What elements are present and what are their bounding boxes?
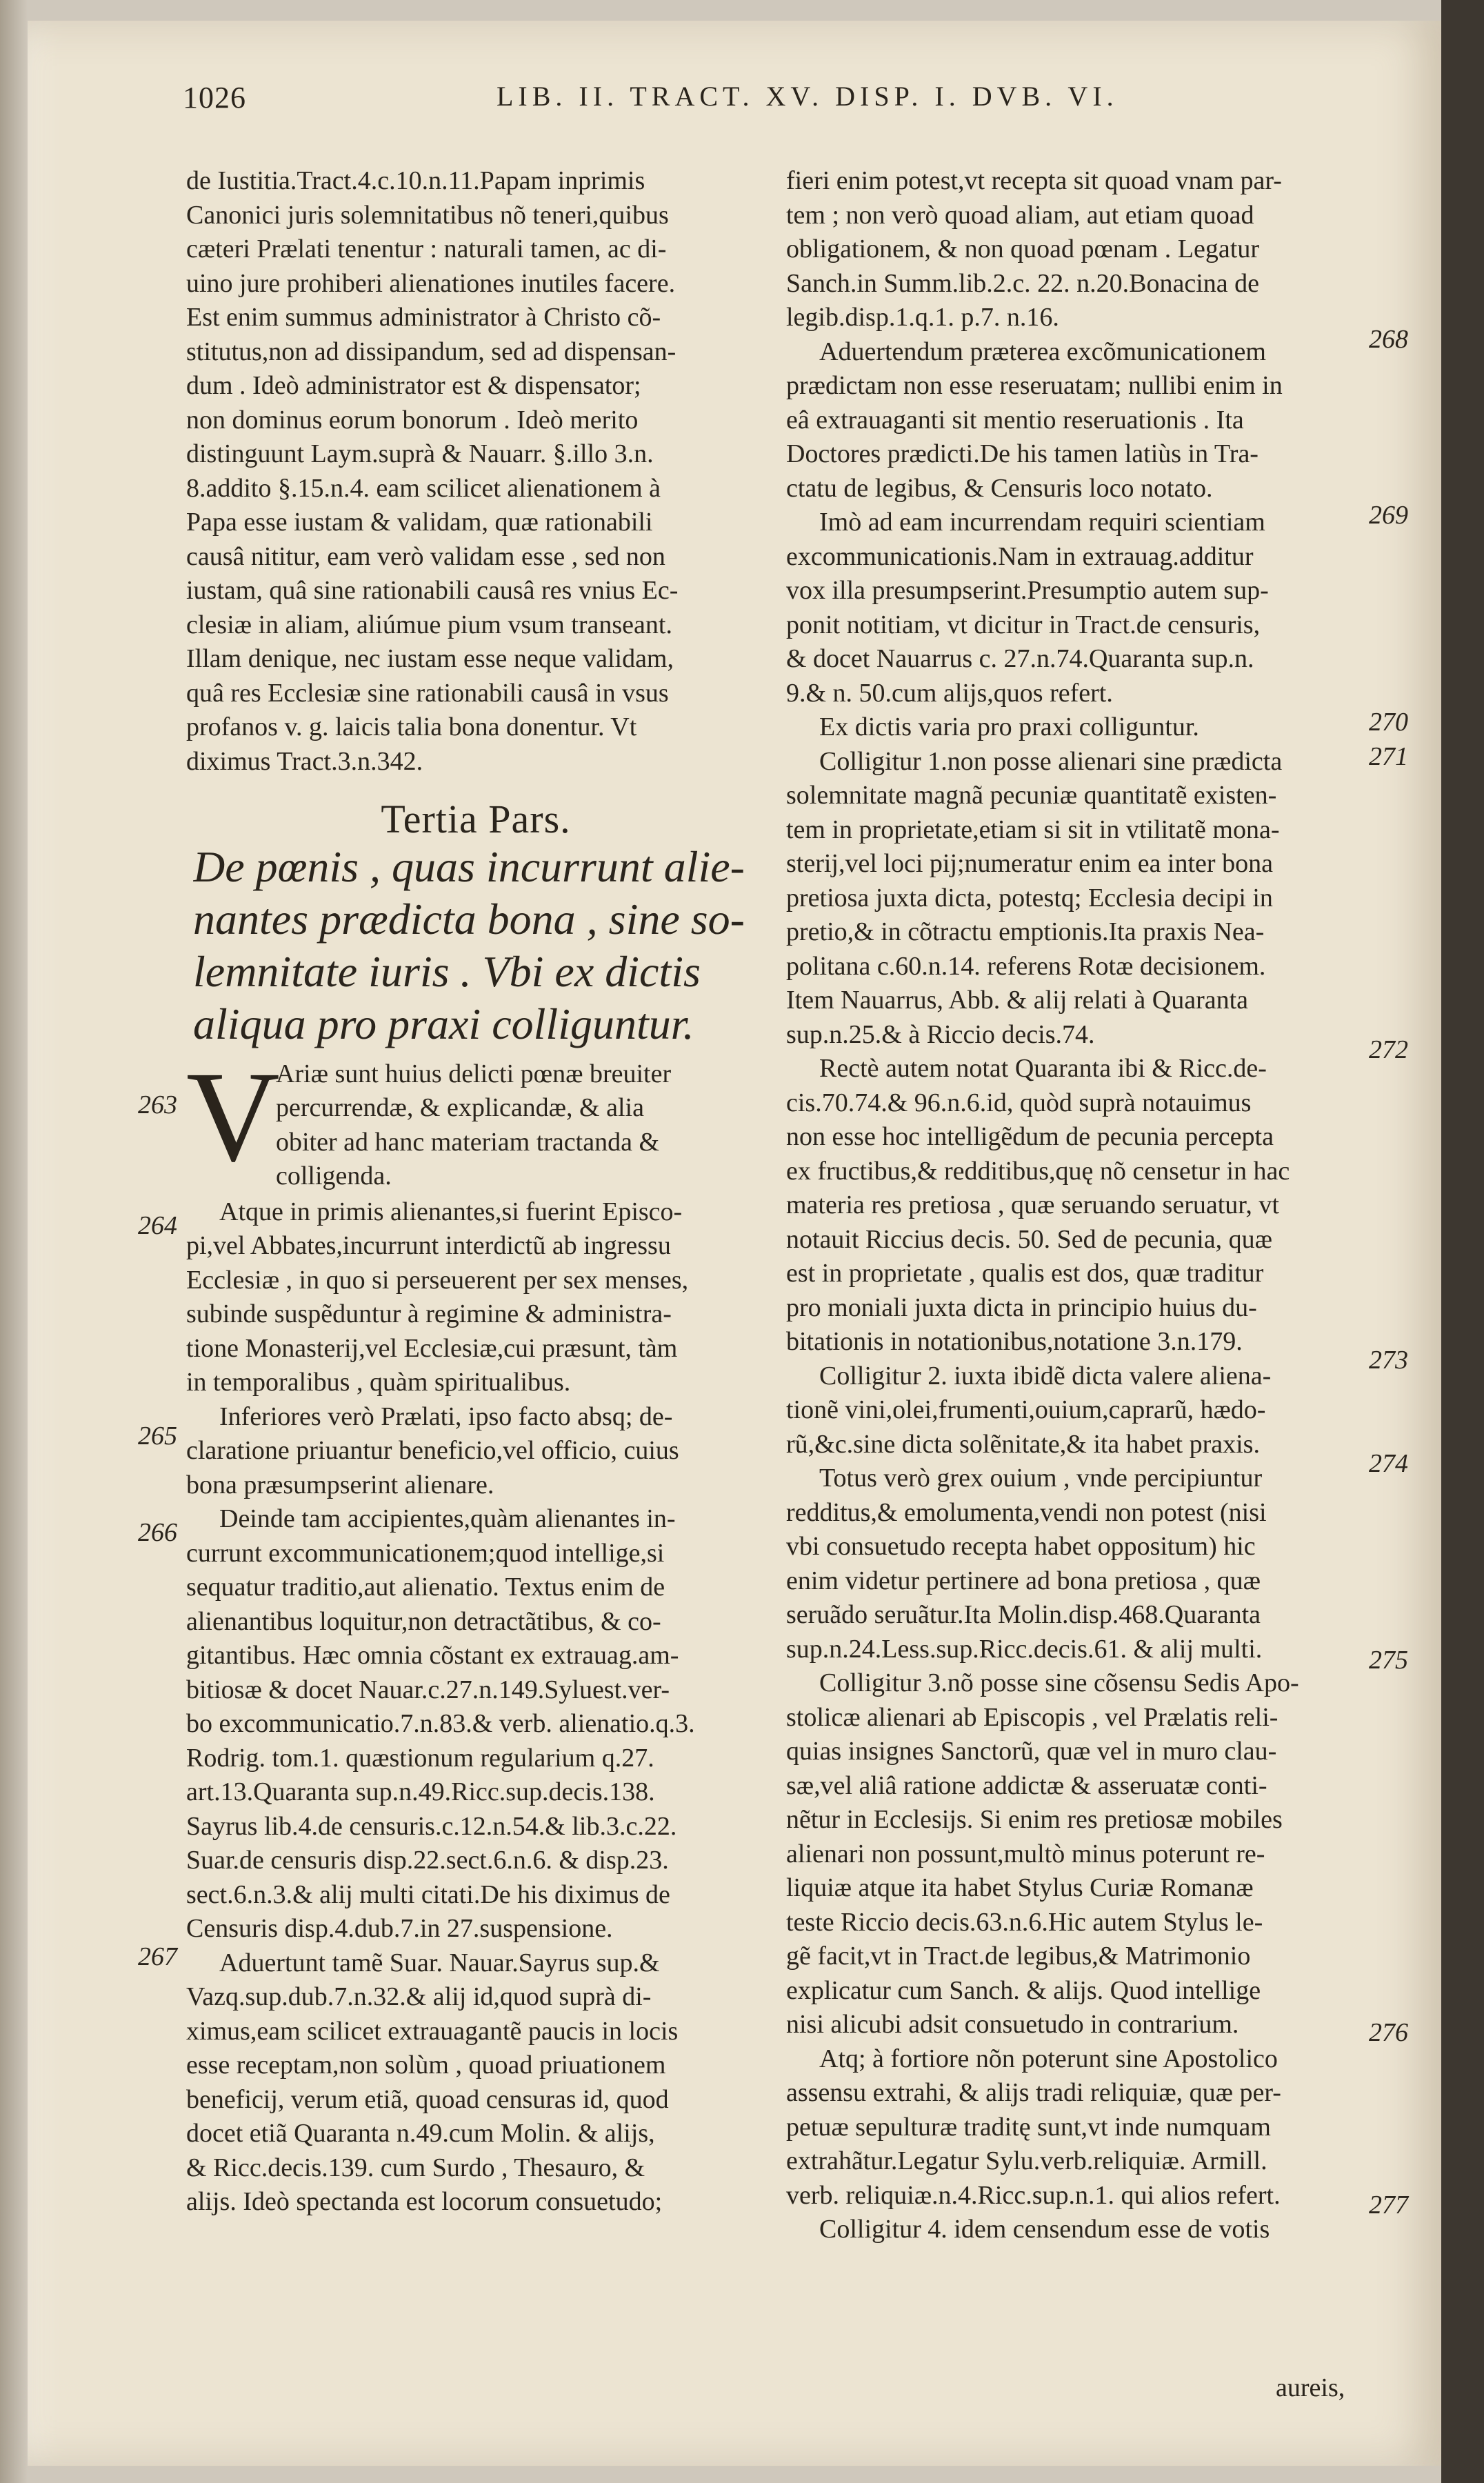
text-line: Vazq.sup.dub.7.n.32.& alij id,quod suprà di- [186,1982,652,2011]
text-line: non esse hoc intelligẽdum de pecunia percepta [786,1122,1274,1151]
margin-number: 277 [1369,2191,1408,2220]
text-line: bitationis in notationibus,notatione 3.n.179. [786,1327,1243,1356]
text-line: Inferiores verò Prælati, ipso facto absq; de- [219,1402,673,1431]
text-line: Atq; à fortiore nõn poterunt sine Apostolico [819,2044,1278,2073]
text-line: de Iustitia.Tract.4.c.10.n.11.Papam inprimis [186,166,645,195]
text-line: Sanch.in Summ.lib.2.c. 22. n.20.Bonacina de [786,268,1260,298]
text-line: alijs. Ideò spectanda est locorum consuetudo; [186,2187,663,2216]
text-line: causâ nititur, eam verò validam esse , sed non [186,541,665,571]
text-line: nẽtur in Ecclesijs. Si enim res pretiosæ mobiles [786,1805,1283,1834]
text-line: claratione priuantur beneficio,vel officio, cuius [186,1436,679,1465]
text-line: iustam, quâ sine rationabili causâ res vnius Ec- [186,576,679,605]
text-line: excommunicationis.Nam in extrauag.additur [786,541,1254,571]
text-line: Rodrig. tom.1. quæstionum regularium q.27. [186,1743,654,1773]
book-spine-shadow [0,0,28,2483]
text-line: 9.& n. 50.cum alijs,quos refert. [786,678,1113,708]
text-line: Est enim summus administrator à Christo cõ- [186,303,661,332]
catchword: aureis, [1276,2373,1345,2402]
text-line: Colligitur 3.nõ posse sine cõsensu Sedis Apo- [819,1668,1299,1697]
text-line: currunt excommunicationem;quod intellige,si [186,1538,665,1568]
text-line: obligationem, & non quoad pœnam . Legatur [786,235,1259,263]
text-line: alienari non possunt,multò minus poterunt re- [786,1839,1265,1868]
text-line: Papa esse iustam & validam, quæ rationabili [186,508,653,537]
margin-number: 263 [138,1090,177,1119]
text-line: tione Monasterij,vel Ecclesiæ,cui præsunt, tàm [186,1333,678,1363]
text-line: Imò ad eam incurrendam requiri scientiam [819,508,1265,537]
subtitle-line: lemnitate iuris . Vbi ex dictis [193,946,701,996]
text-line: Doctores prædicti.De his tamen latiùs in Tra- [786,439,1259,468]
margin-number: 272 [1369,1035,1408,1064]
text-line: & docet Nauarrus c. 27.n.74.Quaranta sup.n. [786,644,1254,673]
text-line: Rectè autem notat Quaranta ibi & Ricc.de- [819,1054,1267,1083]
text-line: vbi consuetudo recepta habet oppositum) hic [786,1532,1256,1561]
text-line: & Ricc.decis.139. cum Surdo , Thesauro, & [186,2153,645,2182]
text-line: Colligitur 2. iuxta ibidẽ dicta valere aliena- [819,1361,1272,1390]
text-line: solemnitate magnã pecuniæ quantitatẽ existen- [786,781,1277,810]
text-line: uino jure prohiberi alienationes inutiles facere. [186,268,676,298]
text-line: tionẽ vini,olei,frumenti,ouium,caprarũ, hædo- [786,1395,1266,1424]
text-line: quias insignes Sanctorũ, quæ vel in muro clau- [786,1737,1277,1766]
text-line: eâ extrauaganti sit mentio reseruationis . Ita [786,405,1244,435]
text-line: teste Riccio decis.63.n.6.Hic autem Stylus le- [786,1907,1263,1937]
right-column [786,164,1370,2247]
text-line: vox illa presumpserint.Presumptio autem sup- [786,576,1269,605]
text-line: stolicæ alienari ab Episcopis , vel Prælatis reli- [786,1702,1279,1732]
section-title: Tertia Pars. [381,797,571,841]
margin-number: 269 [1369,501,1408,530]
text-line: Item Nauarrus, Abb. & alij relati à Quaranta [786,986,1249,1015]
text-line: art.13.Quaranta sup.n.49.Ricc.sup.decis.138. [186,1777,655,1806]
text-line: sect.6.n.3.& alij multi citati.De his diximus de [186,1879,670,1909]
text-line: legib.disp.1.q.1. p.7. n.16. [786,303,1059,332]
text-line: esse receptam,non solùm , quoad priuationem [186,2051,666,2080]
page-edge-dark [1441,0,1484,2483]
text-line: Totus verò grex ouium , vnde percipiuntur [819,1464,1263,1493]
text-line: bitiosæ & docet Nauar.c.27.n.149.Syluest.ver- [186,1675,670,1704]
text-line: ponit notitiam, vt dicitur in Tract.de censuris, [786,610,1261,639]
text-line: pretio,& in cõtractu emptionis.Ita praxis Nea- [786,917,1265,946]
subtitle-line: De pœnis , quas incurrunt alie- [193,841,745,891]
text-line: docet etiã Quaranta n.49.cum Molin. & alijs, [186,2119,655,2148]
subtitle-line: aliqua pro praxi colliguntur. [193,999,694,1048]
text-line: distinguunt Laym.suprà & Nauarr. §.illo 3.n. [186,439,654,468]
text-line: verb. reliquiæ.n.4.Ricc.sup.n.1. qui alios refert. [786,2180,1281,2210]
text-line: Aduertunt tamẽ Suar. Nauar.Sayrus sup.& [219,1948,660,1977]
text-line: cis.70.74.& 96.n.6.id, quòd suprà notauimus [786,1088,1252,1117]
text-line: prædictam non esse reseruatam; nullibi enim in [786,371,1283,400]
text-line: notauit Riccius decis. 50. Sed de pecunia, quæ [786,1224,1272,1254]
text-line: Ariæ sunt huius delicti pœnæ breuiter [276,1059,672,1088]
text-line: materia res pretiosa , quæ seruando seruatur, vt [786,1190,1279,1219]
text-line: ctatu de legibus, & Censuris loco notato. [786,473,1213,503]
text-line: fieri enim potest,vt recepta sit quoad vnam par- [786,166,1282,195]
text-line: pretiosa juxta dicta, potestq; Ecclesia decipi in [786,883,1273,913]
text-line: sæ,vel aliâ ratione addictæ & asseruatæ conti- [786,1771,1267,1800]
text-line: stitutus,non ad dissipandum, sed ad dispensan- [186,337,676,366]
margin-number: 273 [1369,1346,1408,1375]
text-line: explicatur cum Sanch. & alijs. Quod intellige [786,1975,1261,2005]
page-number: 1026 [183,81,246,114]
dropcap-paragraph [186,1044,765,1195]
margin-number: 266 [138,1518,177,1547]
section-subtitle [193,841,765,1050]
text-line: politana c.60.n.14. referens Rotæ decisionem. [786,951,1266,981]
margin-number: 267 [138,1942,177,1971]
text-line: petuæ sepulturæ traditę sunt,vt inde numquam [786,2112,1271,2142]
text-line: obiter ad hanc materiam tractanda & [276,1127,660,1157]
text-line: in temporalibus , quàm spiritualibus. [186,1368,571,1397]
text-line: Deinde tam accipientes,quàm alienantes in- [219,1504,676,1533]
text-line: subinde suspẽduntur à regimine & administra- [186,1299,672,1328]
text-line: tem in proprietate,etiam si sit in vtilitatẽ mona- [786,815,1280,844]
text-line: Censuris disp.4.dub.7.in 27.suspensione. [186,1914,613,1943]
text-line: liquiæ atque ita habet Stylus Curiæ Romanæ [786,1873,1254,1902]
running-title: LIB. II. TRACT. XV. DISP. I. DVB. VI. [497,81,1119,112]
text-line: Aduertendum præterea excõmunicationem [819,337,1266,366]
text-line: extrahãtur.Legatur Sylu.verb.reliquiæ. Armill. [786,2146,1267,2175]
text-line: non dominus eorum bonorum . Ideò merito [186,405,639,435]
text-line: Colligitur 1.non posse alienari sine prædicta [819,746,1283,776]
text-line: enim videtur pertinere ad bona pretiosa , quæ [786,1566,1261,1595]
text-line: assensu extrahi, & alijs tradi reliquiæ, quæ per- [786,2078,1281,2107]
left-column [186,164,765,2220]
text-line: Colligitur 4. idem censendum esse de votis [819,2215,1270,2244]
text-line: Illam denique, nec iustam esse neque validam, [186,644,674,673]
text-line: Ecclesiæ , in quo si perseuerent per sex menses, [186,1265,689,1295]
text-line: seruãdo seruãtur.Ita Molin.disp.468.Quaranta [786,1600,1261,1629]
text-line: sup.n.25.& à Riccio decis.74. [786,1019,1095,1049]
margin-number: 271 [1369,742,1408,771]
text-line: bona præsumpserint alienare. [186,1470,494,1499]
text-line: Suar.de censuris disp.22.sect.6.n.6. & disp.23. [186,1846,669,1875]
text-line: Canonici juris solemnitatibus nõ teneri,quibus [186,200,669,230]
text-line: est in proprietate , qualis est dos, quæ traditur [786,1259,1264,1288]
text-line: gẽ facit,vt in Tract.de legibus,& Matrimonio [786,1942,1251,1971]
text-line: bo excommunicatio.7.n.83.& verb. alienatio.q.3. [186,1709,695,1738]
text-line: sequatur traditio,aut alienatio. Textus enim de [186,1573,665,1602]
text-line: sup.n.24.Less.sup.Ricc.decis.61. & alij multi. [786,1634,1263,1664]
text-line: ex fructibus,& redditibus,quę nõ censetur in hac [786,1156,1290,1186]
text-line: 8.addito §.15.n.4. eam scilicet alienationem à [186,473,661,503]
margin-number: 264 [138,1211,177,1240]
text-line: nisi alicubi adsit consuetudo in contrarium. [786,2010,1239,2039]
left-text-bottom [186,1195,765,2220]
text-line: tem ; non verò quoad aliam, aut etiam quoad [786,200,1254,230]
text-line: colligenda. [276,1161,392,1190]
drop-capital: V [186,1044,280,1188]
text-line: redditus,& emolumenta,vendi non potest (nisi [786,1497,1267,1527]
text-line: diximus Tract.3.n.342. [186,746,423,776]
text-line: Ex dictis varia pro praxi colliguntur. [819,712,1199,741]
text-line: beneficij, verum etiã, quoad censuras id, quod [186,2084,669,2114]
margin-number: 275 [1369,1646,1408,1675]
text-line: ximus,eam scilicet extrauagantẽ paucis in locis [186,2016,679,2046]
margin-number: 270 [1369,708,1408,737]
text-line: pro moniali juxta dicta in principio huius du- [786,1293,1257,1322]
margin-number: 268 [1369,325,1408,354]
text-line: gitantibus. Hæc omnia cõstant ex extrauag.am- [186,1641,679,1670]
margin-number: 274 [1369,1449,1408,1478]
text-line: profanos v. g. laicis talia bona donentur. Vt [186,712,637,741]
text-line: dum . Ideò administrator est & dispensator; [186,371,641,400]
text-line: Atque in primis alienantes,si fuerint Episco- [219,1197,683,1226]
text-line: percurrendæ, & explicandæ, & alia [276,1093,644,1122]
subtitle-line: nantes prædicta bona , sine so- [193,894,745,944]
left-text-top [186,164,765,779]
text-line: clesiæ in aliam, aliúmue pium vsum transeant. [186,610,672,639]
text-line: sterij,vel loci pij;numeratur enim ea inter bona [786,849,1273,878]
text-line: pi,vel Abbates,incurrunt interdictũ ab ingressu [186,1231,671,1260]
text-line: Sayrus lib.4.de censuris.c.12.n.54.& lib.3.c.22. [186,1811,677,1841]
margin-number: 265 [138,1422,177,1450]
text-line: alienantibus loquitur,non detractãtibus, & co- [186,1606,661,1636]
text-line: rũ,&c.sine dicta solẽnitate,& ita habet praxis. [786,1429,1260,1459]
text-line: quâ res Ecclesiæ sine rationabili causâ in vsus [186,678,669,708]
margin-number: 276 [1369,2018,1408,2047]
page-header [0,74,1484,116]
text-line: cæteri Prælati tenentur : naturali tamen, ac di- [186,235,667,263]
